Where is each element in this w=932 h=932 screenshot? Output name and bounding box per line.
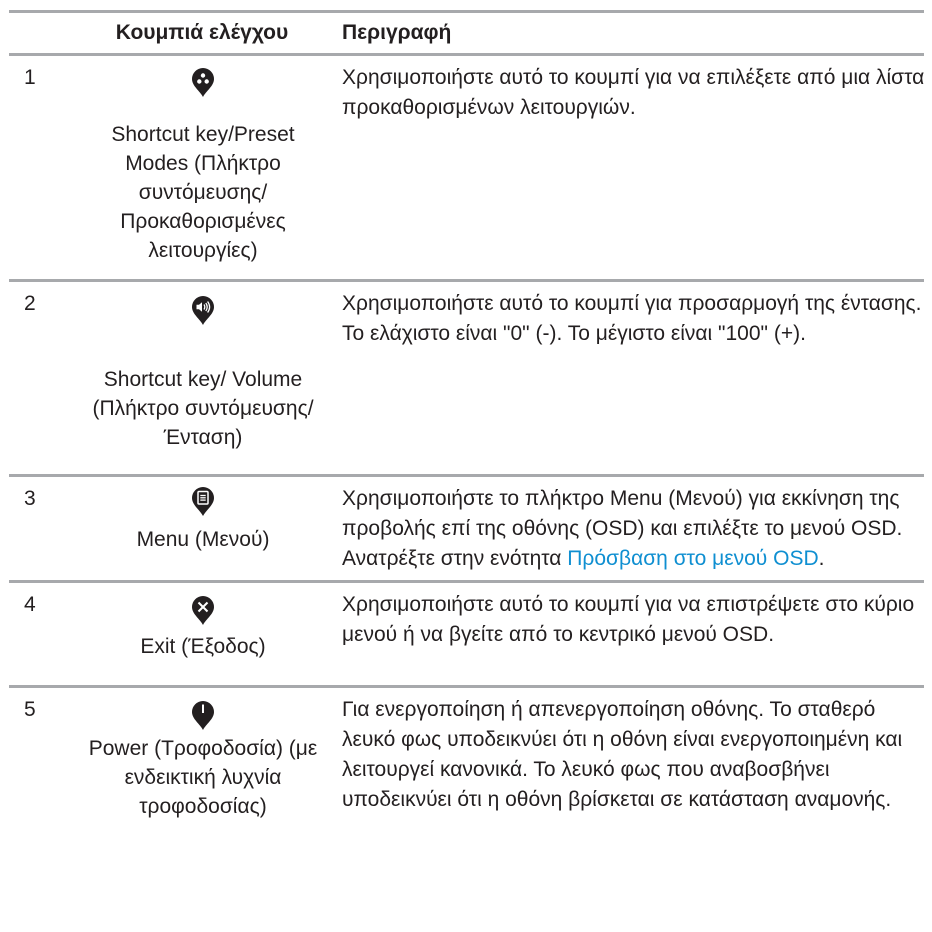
exit-icon: [191, 596, 215, 626]
table-row-volume: [9, 282, 924, 477]
row-number: 3: [24, 487, 36, 510]
table-row-menu: [9, 477, 924, 583]
row-description: Για ενεργοποίηση ή απενεργοποίηση οθόνης. Το σταθερό λευκό φως υποδεικνύει ότι η οθόνη είναι ενεργοποιημένη και λειτουργεί κανονικά. Το λευκό φως που αναβοσβήνει υποδεικνύει ότι η οθόνη βρίσκεται σε κατάσταση αναμονής.: [342, 698, 903, 811]
volume-icon: [191, 296, 215, 326]
header-control-buttons: Κουμπιά ελέγχου: [115, 21, 289, 44]
row-description: Χρησιμοποιήστε αυτό το κουμπί για να επιλέξετε από μια λίστα προκαθορισμένων λειτουργιών.: [342, 66, 925, 119]
control-label: Power (Τροφοδοσία) (με ενδεικτική λυχνία τροφοδοσίας): [88, 737, 318, 818]
control-label: Menu (Μενού): [136, 528, 270, 551]
table-row-power: [9, 688, 924, 838]
row-number: 5: [24, 698, 36, 721]
row-number: 4: [24, 593, 36, 616]
osd-menu-access-link[interactable]: Πρόσβαση στο μενού OSD: [567, 547, 819, 570]
table-header: [9, 13, 924, 56]
control-buttons-table: [9, 10, 924, 838]
row-description: Χρησιμοποιήστε αυτό το κουμπί για να επιστρέψετε στο κύριο μενού ή να βγείτε από το κεντρικό μενού OSD.: [342, 593, 915, 646]
row-number: 1: [24, 66, 36, 89]
header-description: Περιγραφή: [342, 21, 452, 44]
control-label: Shortcut key/Preset Modes (Πλήκτρο συντόμευσης/ Προκαθορισμένες λειτουργίες): [111, 123, 295, 262]
control-label: Shortcut key/ Volume (Πλήκτρο συντόμευσης/ Ένταση): [92, 368, 314, 449]
row-description: Χρησιμοποιήστε αυτό το κουμπί για προσαρμογή της έντασης. Το ελάχιστο είναι "0" (-). Το μέγιστο είναι "100" (+).: [342, 292, 922, 345]
row-number: 2: [24, 292, 36, 315]
description-text: Χρησιμοποιήστε το πλήκτρο Menu (Μενού) για εκκίνηση της προβολής επί της οθόνης (OSD) και επιλέξτε το μενού OSD. Ανατρέξτε στην ενότητα: [342, 487, 903, 570]
control-label: Exit (Έξοδος): [140, 635, 266, 658]
table-row-preset-modes: [9, 56, 924, 282]
menu-icon: [191, 487, 215, 517]
row-description: [342, 484, 927, 574]
power-icon: [191, 701, 215, 731]
preset-modes-icon: [191, 68, 215, 98]
description-text-end: .: [818, 547, 825, 570]
table-row-exit: [9, 583, 924, 688]
